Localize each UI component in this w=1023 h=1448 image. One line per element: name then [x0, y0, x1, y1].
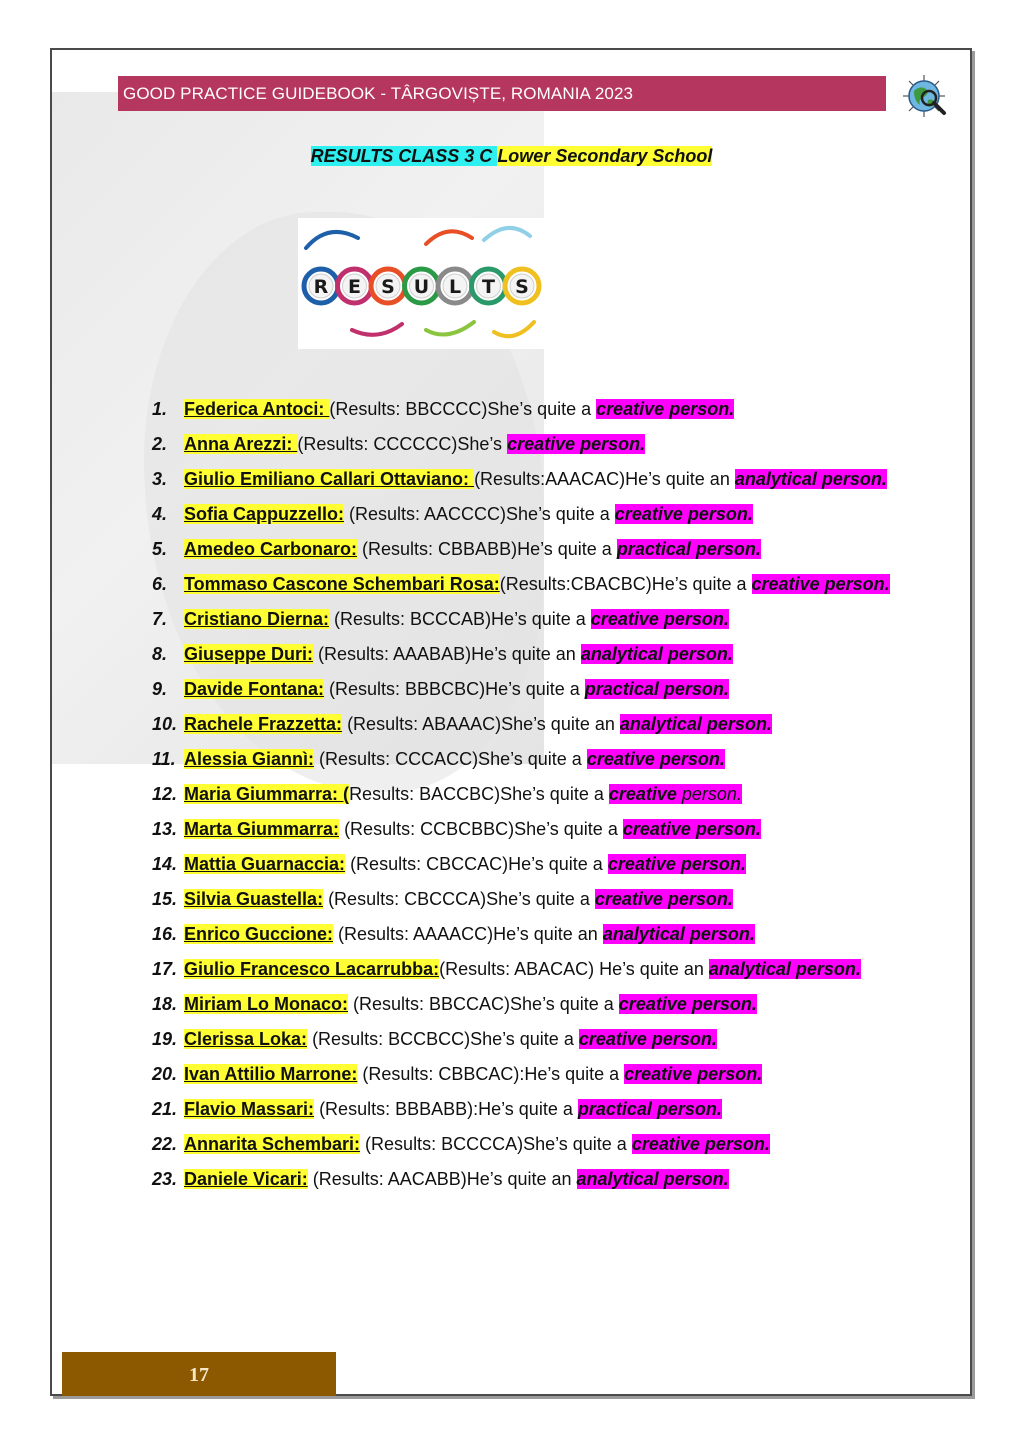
student-name: Mattia Guarnaccia: [184, 854, 346, 874]
item-number: 11. [152, 749, 176, 769]
logo-letter-r [304, 269, 338, 303]
item-number: 10. [152, 714, 178, 734]
result-text: (Results: BBBABB):He’s quite a [314, 1099, 578, 1119]
header-title: GOOD PRACTICE GUIDEBOOK - TÂRGOVIȘTE, ROMANIA 2023 [123, 84, 634, 103]
trait-label: creative person. [586, 749, 725, 769]
result-item [152, 1061, 918, 1088]
heading-school: Lower Secondary School [497, 146, 713, 166]
result-item [152, 536, 918, 563]
page-number: 17 [189, 1364, 209, 1386]
swoosh-arrow [426, 322, 474, 335]
item-number: 8. [152, 644, 168, 664]
result-text: (Results: AAAACC)He’s quite an [333, 924, 603, 944]
result-item [152, 676, 918, 703]
student-name: Ivan Attilio Marrone: [184, 1064, 358, 1084]
swoosh-arrow [306, 232, 358, 248]
result-text: (Results: AACCCC)She’s quite a [344, 504, 615, 524]
trait-label: creative person. [607, 854, 746, 874]
result-text: (Results: AACABB)He’s quite an [307, 1169, 577, 1189]
student-name: Enrico Guccione: [184, 924, 334, 944]
result-text: (Results: CBBABB)He’s quite a [357, 539, 617, 559]
item-number: 6. [152, 574, 168, 594]
student-name: Annarita Schembari: [184, 1134, 361, 1154]
result-text: (Results: CCCACC)She’s quite a [314, 749, 587, 769]
item-number: 1. [152, 399, 168, 419]
result-item [152, 606, 918, 633]
student-name: Miriam Lo Monaco: [184, 994, 349, 1014]
globe-magnifier-icon [902, 73, 950, 121]
item-number: 14. [152, 854, 178, 874]
student-name: Maria Giummarra: ( [184, 784, 350, 804]
student-name: Clerissa Loka: [184, 1029, 308, 1049]
item-number: 12. [152, 784, 178, 804]
result-item [152, 431, 918, 458]
svg-text:E: E [348, 276, 361, 298]
result-item [152, 396, 918, 423]
swoosh-arrow [484, 228, 530, 240]
header-banner [118, 76, 886, 111]
result-item [152, 781, 918, 808]
result-item [152, 1026, 918, 1053]
trait-label: analytical person. [580, 644, 733, 664]
result-item [152, 851, 918, 878]
result-item [152, 921, 918, 948]
trait-label: creative person. [622, 819, 761, 839]
heading-class: RESULTS CLASS 3 C [310, 146, 498, 166]
student-name: Tommaso Cascone Schembari Rosa: [184, 574, 500, 594]
result-text: (Results: AAABAB)He’s quite an [313, 644, 581, 664]
svg-text:R: R [313, 276, 329, 298]
student-name: Alessia Giannì: [184, 749, 315, 769]
result-item [152, 956, 918, 983]
student-name: Giuseppe Duri: [184, 644, 314, 664]
logo-letter-t [472, 269, 506, 303]
trait-label: creative person. [618, 994, 757, 1014]
result-item [152, 816, 918, 843]
svg-text:T: T [482, 276, 495, 298]
result-text: Results: BACCBC)She’s quite a [349, 784, 609, 804]
logo-letter-l [438, 269, 472, 303]
result-item [152, 1096, 918, 1123]
logo-letter-u [405, 269, 439, 303]
student-name: Giulio Francesco Lacarrubba: [184, 959, 440, 979]
swoosh-arrow [494, 322, 534, 336]
trait-label: analytical person. [708, 959, 861, 979]
item-number: 21. [152, 1099, 178, 1119]
result-text: (Results: ABAAAC)She’s quite an [342, 714, 620, 734]
trait-label: practical person. [584, 679, 729, 699]
trait-tail: person. [676, 784, 742, 804]
result-text: (Results: CCCCCC)She’s [297, 434, 508, 454]
result-item [152, 1131, 918, 1158]
student-name: Sofia Cappuzzello: [184, 504, 345, 524]
page-number-bar [62, 1352, 336, 1396]
result-item [152, 1166, 918, 1193]
trait-label: creative person. [578, 1029, 717, 1049]
item-number: 13. [152, 819, 178, 839]
trait-label: creative [608, 784, 677, 804]
result-text: (Results:CBACBC)He’s quite a [499, 574, 752, 594]
swoosh-arrow [352, 324, 402, 335]
result-text: (Results: CBCCCA)She’s quite a [323, 889, 595, 909]
item-number: 22. [152, 1134, 178, 1154]
student-name: Flavio Massari: [184, 1099, 315, 1119]
student-name: Amedeo Carbonaro: [184, 539, 358, 559]
item-number: 18. [152, 994, 178, 1014]
swoosh-arrow [426, 231, 472, 244]
trait-label: creative person. [614, 504, 753, 524]
student-name: Silvia Guastella: [184, 889, 324, 909]
trait-label: analytical person. [602, 924, 755, 944]
student-name: Marta Giummarra: [184, 819, 340, 839]
result-item [152, 991, 918, 1018]
result-item [152, 711, 918, 738]
trait-label: creative person. [507, 434, 646, 454]
item-number: 17. [152, 959, 178, 979]
svg-text:U: U [413, 276, 430, 298]
student-name: Daniele Vicari: [184, 1169, 308, 1189]
result-text: (Results: BCCBCC)She’s quite a [307, 1029, 579, 1049]
results-logo [298, 218, 544, 349]
trait-label: creative person. [596, 399, 735, 419]
results-list [152, 396, 918, 1201]
result-text: (Results: CBCCAC)He’s quite a [345, 854, 608, 874]
trait-label: analytical person. [576, 1169, 729, 1189]
result-item [152, 571, 918, 598]
item-number: 3. [152, 469, 168, 489]
logo-letter-s [505, 269, 539, 303]
item-number: 9. [152, 679, 168, 699]
result-text: (Results: BCCCCA)She’s quite a [360, 1134, 632, 1154]
trait-label: creative person. [631, 1134, 770, 1154]
student-name: Rachele Frazzetta: [184, 714, 343, 734]
result-item [152, 641, 918, 668]
trait-label: analytical person. [734, 469, 887, 489]
item-number: 7. [152, 609, 168, 629]
student-name: Federica Antoci: [184, 399, 330, 419]
item-number: 15. [152, 889, 178, 909]
result-text: (Results: BCCCAB)He’s quite a [329, 609, 591, 629]
trait-label: analytical person. [619, 714, 772, 734]
trait-label: practical person. [616, 539, 761, 559]
svg-text:S: S [515, 276, 529, 298]
trait-label: creative person. [594, 889, 733, 909]
item-number: 2. [152, 434, 168, 454]
result-item [152, 501, 918, 528]
result-text: (Results: BBCCCC)She’s quite a [329, 399, 597, 419]
result-text: (Results: CCBCBBC)She’s quite a [339, 819, 623, 839]
trait-label: creative person. [751, 574, 890, 594]
item-number: 16. [152, 924, 178, 944]
result-text: (Results: CBBCAC):He’s quite a [357, 1064, 625, 1084]
result-text: (Results: BBCCAC)She’s quite a [348, 994, 619, 1014]
logo-letter-s [371, 269, 405, 303]
student-name: Davide Fontana: [184, 679, 325, 699]
student-name: Giulio Emiliano Callari Ottaviano: [184, 469, 475, 489]
item-number: 23. [152, 1169, 178, 1189]
svg-text:L: L [448, 276, 462, 298]
trait-label: practical person. [577, 1099, 722, 1119]
student-name: Anna Arezzi: [184, 434, 298, 454]
item-number: 19. [152, 1029, 178, 1049]
trait-label: creative person. [590, 609, 729, 629]
page-heading [0, 146, 1023, 167]
result-item [152, 466, 918, 493]
result-item [152, 746, 918, 773]
item-number: 5. [152, 539, 168, 559]
result-item [152, 886, 918, 913]
result-text: (Results:AAACAC)He’s quite an [474, 469, 735, 489]
logo-letter-e [338, 269, 372, 303]
result-text: (Results: ABACAC) He’s quite an [439, 959, 709, 979]
result-text: (Results: BBBCBC)He’s quite a [324, 679, 585, 699]
item-number: 4. [152, 504, 168, 524]
student-name: Cristiano Dierna: [184, 609, 330, 629]
svg-text:S: S [381, 276, 395, 298]
trait-label: creative person. [624, 1064, 763, 1084]
item-number: 20. [152, 1064, 178, 1084]
